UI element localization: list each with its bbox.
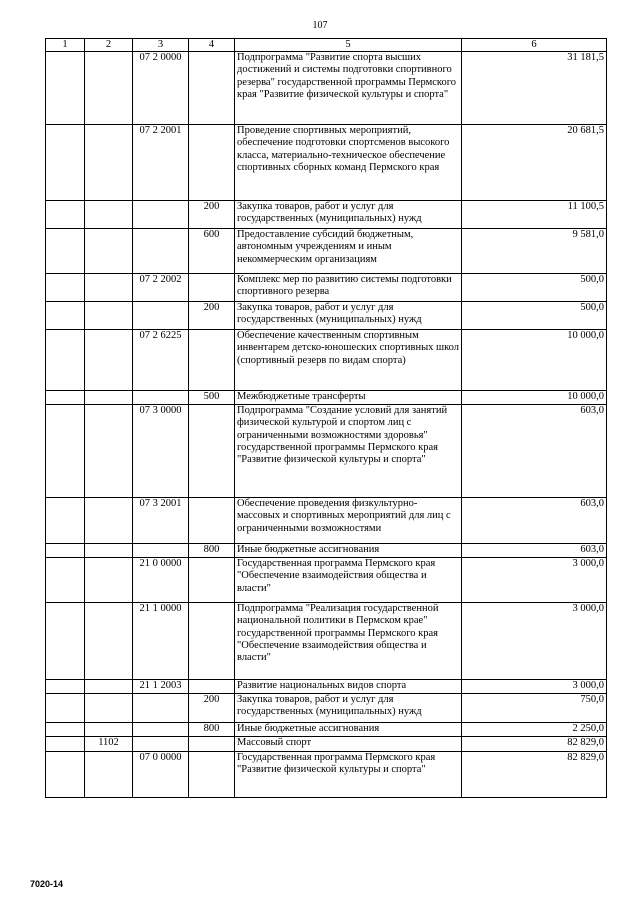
cell-col3: 21 1 2003: [133, 680, 189, 694]
cell-col2: [85, 229, 133, 274]
cell-col6: 11 100,5: [462, 201, 607, 229]
cell-col4: [189, 558, 235, 603]
cell-col6: 31 181,5: [462, 52, 607, 125]
cell-col4: [189, 274, 235, 302]
table-row: [46, 752, 607, 798]
table-row: [46, 723, 607, 737]
cell-col1: [46, 544, 85, 558]
cell-col3: 07 3 0000: [133, 405, 189, 498]
cell-col2: [85, 498, 133, 544]
column-header: 2: [85, 39, 133, 52]
table-row: [46, 229, 607, 274]
cell-col3: [133, 737, 189, 752]
cell-col2: [85, 302, 133, 330]
cell-col3: [133, 391, 189, 405]
cell-col4: [189, 52, 235, 125]
cell-col1: [46, 558, 85, 603]
cell-col1: [46, 229, 85, 274]
cell-col2: [85, 694, 133, 723]
cell-col5: Межбюджетные трансферты: [235, 391, 462, 405]
column-header: 5: [235, 39, 462, 52]
cell-col2: 1102: [85, 737, 133, 752]
cell-col2: [85, 603, 133, 680]
cell-col1: [46, 694, 85, 723]
cell-col4: 500: [189, 391, 235, 405]
cell-col6: 10 000,0: [462, 330, 607, 391]
cell-col3: 21 1 0000: [133, 603, 189, 680]
cell-col4: [189, 330, 235, 391]
cell-col6: 3 000,0: [462, 603, 607, 680]
cell-col6: 3 000,0: [462, 558, 607, 603]
table-row: [46, 498, 607, 544]
cell-col6: 603,0: [462, 544, 607, 558]
table-row: [46, 558, 607, 603]
cell-col4: 200: [189, 694, 235, 723]
cell-col1: [46, 302, 85, 330]
column-header: 6: [462, 39, 607, 52]
cell-col1: [46, 52, 85, 125]
cell-col1: [46, 125, 85, 201]
cell-col2: [85, 52, 133, 125]
cell-col5: Подпрограмма "Реализация государственной национальной политики в Пермском крае" государственной программы Пермского края "Обеспечение взаимодействия общества и власти": [235, 603, 462, 680]
cell-col4: [189, 405, 235, 498]
cell-col6: 2 250,0: [462, 723, 607, 737]
cell-col5: Иные бюджетные ассигнования: [235, 723, 462, 737]
cell-col4: 800: [189, 723, 235, 737]
cell-col3: [133, 694, 189, 723]
cell-col3: 07 2 2002: [133, 274, 189, 302]
cell-col3: 07 2 0000: [133, 52, 189, 125]
cell-col2: [85, 125, 133, 201]
cell-col4: [189, 737, 235, 752]
table-row: [46, 405, 607, 498]
table-row: [46, 274, 607, 302]
cell-col6: 603,0: [462, 498, 607, 544]
column-header: 3: [133, 39, 189, 52]
cell-col3: [133, 723, 189, 737]
cell-col3: 07 2 2001: [133, 125, 189, 201]
table-row: [46, 603, 607, 680]
cell-col3: [133, 201, 189, 229]
cell-col2: [85, 680, 133, 694]
cell-col1: [46, 752, 85, 798]
cell-col3: 21 0 0000: [133, 558, 189, 603]
cell-col1: [46, 405, 85, 498]
column-header: 4: [189, 39, 235, 52]
cell-col1: [46, 391, 85, 405]
cell-col1: [46, 201, 85, 229]
cell-col5: Массовый спорт: [235, 737, 462, 752]
column-header: 1: [46, 39, 85, 52]
cell-col3: [133, 544, 189, 558]
table-row: [46, 302, 607, 330]
cell-col4: [189, 125, 235, 201]
cell-col5: Закупка товаров, работ и услуг для государственных (муниципальных) нужд: [235, 694, 462, 723]
page-number: 107: [312, 20, 328, 31]
cell-col5: Комплекс мер по развитию системы подготовки спортивного резерва: [235, 274, 462, 302]
cell-col3: 07 2 6225: [133, 330, 189, 391]
cell-col2: [85, 201, 133, 229]
cell-col4: 800: [189, 544, 235, 558]
cell-col5: Государственная программа Пермского края "Обеспечение взаимодействия общества и власти": [235, 558, 462, 603]
cell-col2: [85, 405, 133, 498]
cell-col4: 200: [189, 302, 235, 330]
cell-col2: [85, 330, 133, 391]
cell-col1: [46, 737, 85, 752]
cell-col3: 07 3 2001: [133, 498, 189, 544]
cell-col1: [46, 274, 85, 302]
table-row: [46, 330, 607, 391]
table-row: [46, 694, 607, 723]
cell-col2: [85, 558, 133, 603]
cell-col1: [46, 603, 85, 680]
cell-col6: 603,0: [462, 405, 607, 498]
table-row: [46, 737, 607, 752]
table-row: [46, 201, 607, 229]
cell-col5: Проведение спортивных мероприятий, обеспечение подготовки спортсменов высокого класса, материально-техническое обеспечение спортивных сборных команд Пермского края: [235, 125, 462, 201]
cell-col4: [189, 603, 235, 680]
table-row: [46, 680, 607, 694]
cell-col3: 07 0 0000: [133, 752, 189, 798]
cell-col6: 20 681,5: [462, 125, 607, 201]
cell-col5: Закупка товаров, работ и услуг для государственных (муниципальных) нужд: [235, 201, 462, 229]
budget-table: [45, 38, 607, 798]
cell-col3: [133, 229, 189, 274]
cell-col1: [46, 680, 85, 694]
cell-col5: Развитие национальных видов спорта: [235, 680, 462, 694]
cell-col6: 82 829,0: [462, 737, 607, 752]
cell-col5: Обеспечение качественным спортивным инвентарем детско-юношеских спортивных школ (спортивный резерв по видам спорта): [235, 330, 462, 391]
cell-col5: Предоставление субсидий бюджетным, автономным учреждениям и иным некоммерческим организациям: [235, 229, 462, 274]
cell-col6: 82 829,0: [462, 752, 607, 798]
cell-col4: [189, 680, 235, 694]
cell-col2: [85, 752, 133, 798]
cell-col1: [46, 723, 85, 737]
cell-col2: [85, 544, 133, 558]
cell-col6: 3 000,0: [462, 680, 607, 694]
cell-col2: [85, 391, 133, 405]
cell-col5: Иные бюджетные ассигнования: [235, 544, 462, 558]
cell-col4: 200: [189, 201, 235, 229]
table-row: [46, 544, 607, 558]
header-row: [46, 39, 607, 52]
cell-col5: Государственная программа Пермского края "Развитие физической культуры и спорта": [235, 752, 462, 798]
cell-col6: 9 581,0: [462, 229, 607, 274]
cell-col1: [46, 498, 85, 544]
cell-col5: Обеспечение проведения физкультурно-массовых и спортивных мероприятий для лиц с ограниченными возможностями: [235, 498, 462, 544]
cell-col1: [46, 330, 85, 391]
cell-col2: [85, 723, 133, 737]
footer-code: 7020-14: [30, 879, 64, 889]
cell-col4: 600: [189, 229, 235, 274]
cell-col4: [189, 498, 235, 544]
cell-col2: [85, 274, 133, 302]
cell-col5: Закупка товаров, работ и услуг для государственных (муниципальных) нужд: [235, 302, 462, 330]
cell-col5: Подпрограмма "Развитие спорта высших достижений и системы подготовки спортивного резерва" государственной программы Пермского края "Развитие физической культуры и спорта": [235, 52, 462, 125]
cell-col6: 500,0: [462, 302, 607, 330]
cell-col6: 10 000,0: [462, 391, 607, 405]
table-row: [46, 52, 607, 125]
cell-col4: [189, 752, 235, 798]
cell-col6: 750,0: [462, 694, 607, 723]
cell-col3: [133, 302, 189, 330]
cell-col6: 500,0: [462, 274, 607, 302]
table-row: [46, 125, 607, 201]
table-row: [46, 391, 607, 405]
cell-col5: Подпрограмма "Создание условий для занятий физической культурой и спортом лиц с ограниченными возможностями здоровья" государственной программы Пермского края "Развитие физической культуры и спорта": [235, 405, 462, 498]
